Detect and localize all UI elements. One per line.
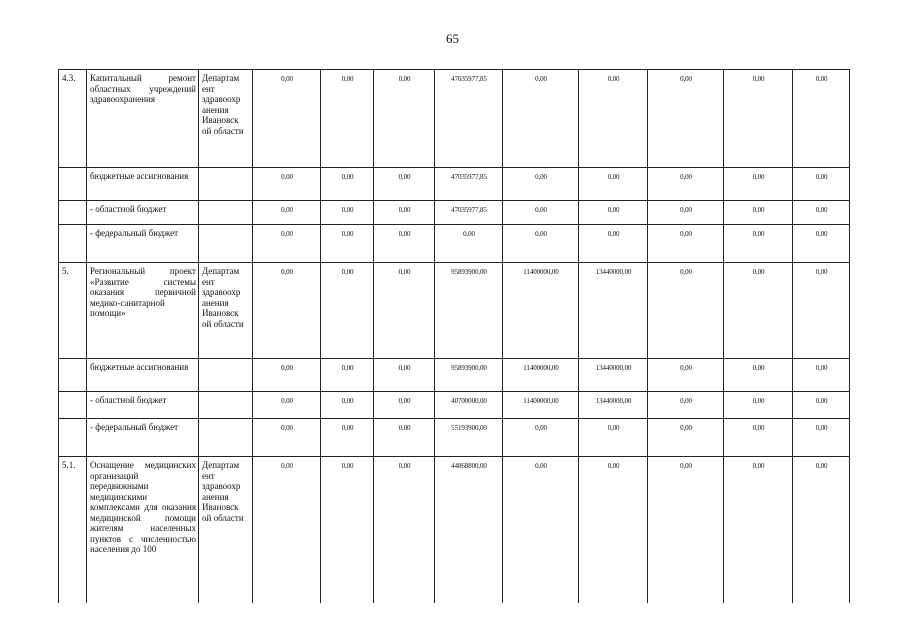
item-name-cell: Оснащение медицинских организаций передвижными медицинскими комплексами для оказания медицинской помощи жителям населенных пунктов с численностью населения до 100 bbox=[87, 457, 199, 603]
amount-cell: 0,00 bbox=[793, 359, 850, 392]
item-name-cell: Капитальный ремонт областных учреждений здравоохранения bbox=[87, 70, 199, 168]
executor-cell: Департам ент здравоохр анения Ивановск ой области bbox=[199, 457, 253, 603]
amount-cell: 0,00 bbox=[253, 359, 321, 392]
row-number-cell bbox=[59, 392, 87, 419]
executor-cell bbox=[199, 168, 253, 201]
amount-cell: 0,00 bbox=[253, 392, 321, 419]
executor-cell: Департам ент здравоохр анения Ивановск ой области bbox=[199, 263, 253, 359]
row-number-cell bbox=[59, 168, 87, 201]
table-row bbox=[59, 392, 850, 419]
item-name-cell: - федеральный бюджет bbox=[87, 419, 199, 457]
amount-cell: 47035977,85 bbox=[435, 201, 503, 225]
amount-cell: 0,00 bbox=[253, 419, 321, 457]
item-name-cell: - областной бюджет bbox=[87, 201, 199, 225]
amount-cell: 0,00 bbox=[253, 201, 321, 225]
amount-cell: 0,00 bbox=[579, 457, 648, 603]
amount-cell: 0,00 bbox=[793, 225, 850, 263]
amount-cell: 0,00 bbox=[579, 70, 648, 168]
table-row bbox=[59, 457, 850, 603]
amount-cell: 0,00 bbox=[724, 168, 793, 201]
table-row bbox=[59, 168, 850, 201]
amount-cell: 0,00 bbox=[374, 263, 435, 359]
amount-cell: 13440000,00 bbox=[579, 392, 648, 419]
amount-cell: 47035977,85 bbox=[435, 70, 503, 168]
amount-cell: 0,00 bbox=[374, 201, 435, 225]
table-row bbox=[59, 263, 850, 359]
amount-cell: 11400000,00 bbox=[503, 359, 579, 392]
row-number-cell bbox=[59, 225, 87, 263]
amount-cell: 0,00 bbox=[648, 457, 724, 603]
amount-cell: 0,00 bbox=[503, 70, 579, 168]
table-row bbox=[59, 225, 850, 263]
page-number: 65 bbox=[446, 31, 459, 46]
amount-cell: 0,00 bbox=[724, 263, 793, 359]
amount-cell: 13440000,00 bbox=[579, 359, 648, 392]
table-row bbox=[59, 70, 850, 168]
item-name-cell: Региональный проект «Развитие системы оказания первичной медико-санитарной помощи» bbox=[87, 263, 199, 359]
amount-cell: 0,00 bbox=[724, 392, 793, 419]
amount-cell: 0,00 bbox=[321, 70, 374, 168]
amount-cell: 40700000,00 bbox=[435, 392, 503, 419]
amount-cell: 0,00 bbox=[724, 419, 793, 457]
amount-cell: 0,00 bbox=[579, 168, 648, 201]
table-row bbox=[59, 419, 850, 457]
table-row bbox=[59, 201, 850, 225]
amount-cell: 0,00 bbox=[648, 359, 724, 392]
amount-cell: 0,00 bbox=[253, 263, 321, 359]
amount-cell: 0,00 bbox=[321, 201, 374, 225]
amount-cell: 0,00 bbox=[724, 359, 793, 392]
amount-cell: 0,00 bbox=[724, 457, 793, 603]
item-name-cell: бюджетные ассигнования bbox=[87, 359, 199, 392]
amount-cell: 0,00 bbox=[321, 359, 374, 392]
budget-table bbox=[58, 69, 850, 603]
item-name-cell: бюджетные ассигнования bbox=[87, 168, 199, 201]
row-number-cell bbox=[59, 201, 87, 225]
amount-cell: 0,00 bbox=[374, 419, 435, 457]
amount-cell: 0,00 bbox=[724, 201, 793, 225]
amount-cell: 0,00 bbox=[579, 419, 648, 457]
amount-cell: 0,00 bbox=[503, 225, 579, 263]
amount-cell: 0,00 bbox=[503, 457, 579, 603]
row-number-cell bbox=[59, 419, 87, 457]
executor-cell bbox=[199, 419, 253, 457]
amount-cell: 0,00 bbox=[321, 457, 374, 603]
amount-cell: 0,00 bbox=[321, 168, 374, 201]
row-number-cell: 5.1. bbox=[59, 457, 87, 603]
amount-cell: 0,00 bbox=[253, 457, 321, 603]
amount-cell: 0,00 bbox=[648, 70, 724, 168]
amount-cell: 13440000,00 bbox=[579, 263, 648, 359]
amount-cell: 0,00 bbox=[321, 392, 374, 419]
amount-cell: 0,00 bbox=[374, 359, 435, 392]
amount-cell: 0,00 bbox=[579, 201, 648, 225]
amount-cell: 0,00 bbox=[374, 457, 435, 603]
executor-cell bbox=[199, 201, 253, 225]
amount-cell: 0,00 bbox=[793, 201, 850, 225]
amount-cell: 0,00 bbox=[648, 392, 724, 419]
amount-cell: 0,00 bbox=[374, 70, 435, 168]
amount-cell: 0,00 bbox=[321, 263, 374, 359]
amount-cell: 0,00 bbox=[503, 419, 579, 457]
amount-cell: 0,00 bbox=[503, 201, 579, 225]
executor-cell bbox=[199, 392, 253, 419]
item-name-cell: - областной бюджет bbox=[87, 392, 199, 419]
amount-cell: 0,00 bbox=[374, 392, 435, 419]
executor-cell: Департам ент здравоохр анения Ивановск ой области bbox=[199, 70, 253, 168]
amount-cell: 0,00 bbox=[321, 225, 374, 263]
amount-cell: 0,00 bbox=[793, 419, 850, 457]
row-number-cell: 5. bbox=[59, 263, 87, 359]
table-row bbox=[59, 359, 850, 392]
amount-cell: 0,00 bbox=[793, 70, 850, 168]
amount-cell: 0,00 bbox=[321, 419, 374, 457]
amount-cell: 0,00 bbox=[648, 419, 724, 457]
amount-cell: 44868800,00 bbox=[435, 457, 503, 603]
amount-cell: 47035977,85 bbox=[435, 168, 503, 201]
amount-cell: 0,00 bbox=[253, 225, 321, 263]
amount-cell: 0,00 bbox=[374, 168, 435, 201]
amount-cell: 0,00 bbox=[579, 225, 648, 263]
item-name-cell: - федеральный бюджет bbox=[87, 225, 199, 263]
amount-cell: 0,00 bbox=[253, 70, 321, 168]
amount-cell: 0,00 bbox=[724, 225, 793, 263]
amount-cell: 0,00 bbox=[648, 168, 724, 201]
amount-cell: 0,00 bbox=[793, 168, 850, 201]
amount-cell: 0,00 bbox=[503, 168, 579, 201]
amount-cell: 0,00 bbox=[648, 201, 724, 225]
amount-cell: 55193900,00 bbox=[435, 419, 503, 457]
amount-cell: 11400000,00 bbox=[503, 392, 579, 419]
amount-cell: 0,00 bbox=[793, 392, 850, 419]
amount-cell: 0,00 bbox=[648, 225, 724, 263]
amount-cell: 0,00 bbox=[793, 263, 850, 359]
executor-cell bbox=[199, 359, 253, 392]
row-number-cell bbox=[59, 359, 87, 392]
amount-cell: 95893900,00 bbox=[435, 263, 503, 359]
row-number-cell: 4.3. bbox=[59, 70, 87, 168]
amount-cell: 0,00 bbox=[724, 70, 793, 168]
amount-cell: 95893900,00 bbox=[435, 359, 503, 392]
executor-cell bbox=[199, 225, 253, 263]
amount-cell: 11400000,00 bbox=[503, 263, 579, 359]
amount-cell: 0,00 bbox=[648, 263, 724, 359]
amount-cell: 0,00 bbox=[793, 457, 850, 603]
amount-cell: 0,00 bbox=[374, 225, 435, 263]
amount-cell: 0,00 bbox=[253, 168, 321, 201]
amount-cell: 0,00 bbox=[435, 225, 503, 263]
